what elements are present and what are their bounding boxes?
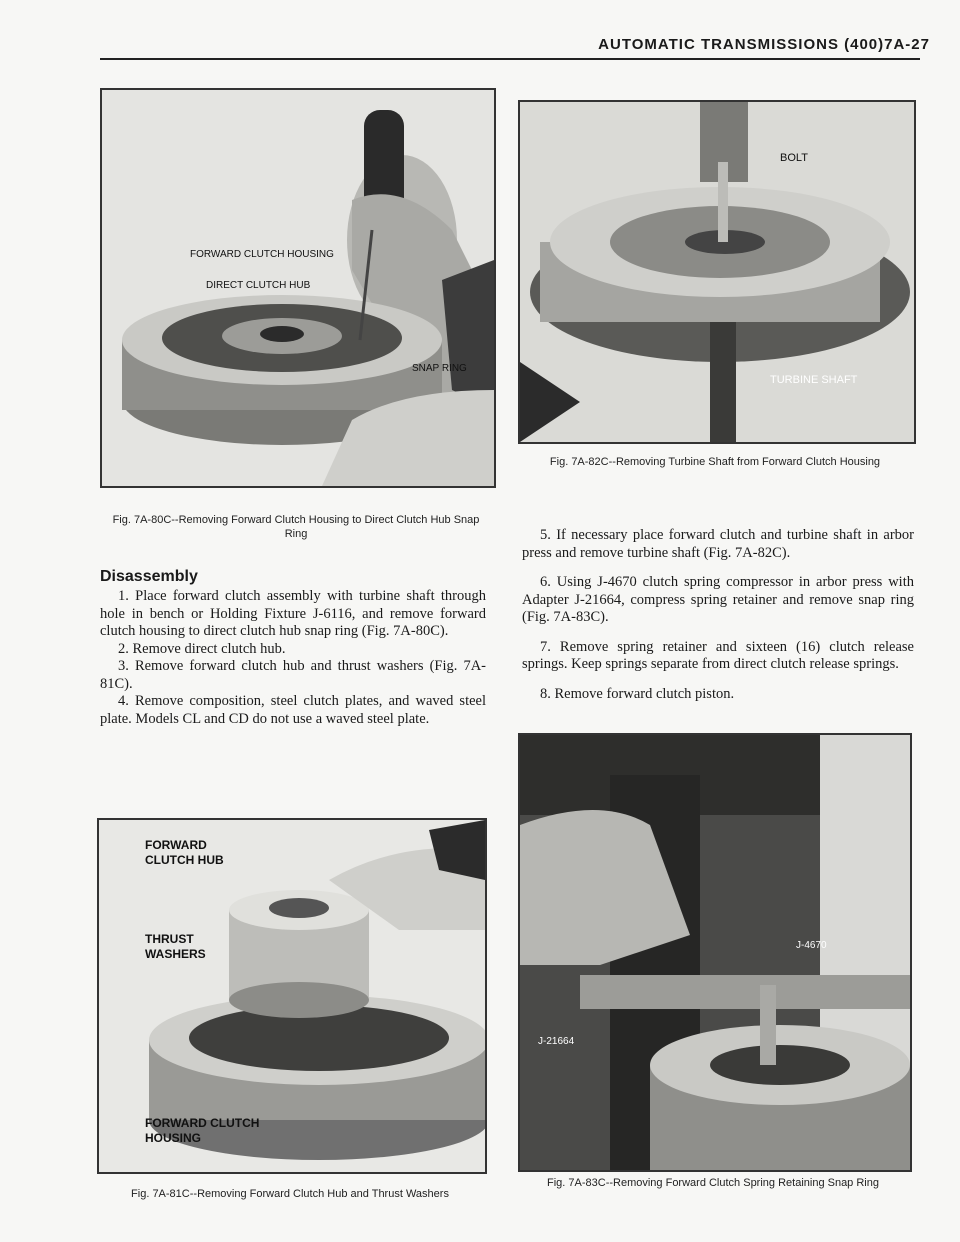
step-3: 3. Remove forward clutch hub and thrust washers (Fig. 7A-81C). <box>100 658 486 692</box>
figure-82c-caption: Fig. 7A-82C--Removing Turbine Shaft from Forward Clutch Housing <box>549 456 881 468</box>
step-5: 5. If necessary place forward clutch and turbine shaft in arbor press and remove turbine shaft (Fig. 7A-82C). <box>522 527 914 561</box>
figure-80c-photo <box>100 88 496 488</box>
figure-81c-photo <box>97 818 487 1174</box>
callout-forward-clutch-housing-1: FORWARD CLUTCH <box>145 1116 260 1130</box>
callout-snap-ring: SNAP RING <box>412 363 467 374</box>
callout-forward-clutch-housing: FORWARD CLUTCH HOUSING <box>190 249 334 260</box>
figure-83c-illustration <box>520 735 910 1170</box>
page-header: AUTOMATIC TRANSMISSIONS (400)7A-27 <box>598 36 930 53</box>
callout-turbine-shaft: TURBINE SHAFT <box>770 374 858 386</box>
callout-j-21664: J-21664 <box>538 1036 575 1047</box>
figure-80c-caption: Fig. 7A-80C--Removing Forward Clutch Housing to Direct Clutch Hub Snap Ring <box>112 514 480 540</box>
right-steps <box>522 527 914 703</box>
figure-81c-caption: Fig. 7A-81C--Removing Forward Clutch Hub and Thrust Washers <box>131 1188 449 1200</box>
callout-direct-clutch-hub: DIRECT CLUTCH HUB <box>206 280 311 291</box>
callout-forward-clutch-housing-2: HOUSING <box>145 1131 202 1145</box>
figure-82c-photo <box>518 100 916 444</box>
figure-82c-illustration <box>520 102 914 442</box>
figure-83c-photo <box>518 733 912 1172</box>
callout-thrust-washers-1: THRUST <box>145 932 194 946</box>
callout-thrust-washers-2: WASHERS <box>145 947 206 961</box>
figure-83c-caption: Fig. 7A-83C--Removing Forward Clutch Spring Retaining Snap Ring <box>547 1177 879 1189</box>
step-8: 8. Remove forward clutch piston. <box>540 685 735 702</box>
section-title: Disassembly <box>100 568 198 585</box>
callout-bolt: BOLT <box>780 152 808 164</box>
step-2: 2. Remove direct clutch hub. <box>118 640 286 657</box>
step-4: 4. Remove composition, steel clutch plates, and waved steel plate. Models CL and CD do not use a waved steel plate. <box>100 693 486 727</box>
step-6: 6. Using J-4670 clutch spring compressor in arbor press with Adapter J-21664, compress spring retainer and remove snap ring (Fig. 7A-83C). <box>522 574 914 625</box>
step-1: 1. Place forward clutch assembly with turbine shaft through hole in bench or Holding Fixture J-6116, and remove forward clutch housing to direct clutch hub snap ring (Fig. 7A-80C). <box>100 588 486 639</box>
callout-forward-clutch-hub-1: FORWARD <box>145 838 207 852</box>
step-7: 7. Remove spring retainer and sixteen (16) clutch release springs. Keep springs separate from direct clutch release springs. <box>522 638 914 672</box>
header-rule <box>100 58 920 60</box>
callout-forward-clutch-hub-2: CLUTCH HUB <box>145 853 224 867</box>
callout-j-4670: J-4670 <box>796 940 827 951</box>
left-steps <box>100 588 486 728</box>
